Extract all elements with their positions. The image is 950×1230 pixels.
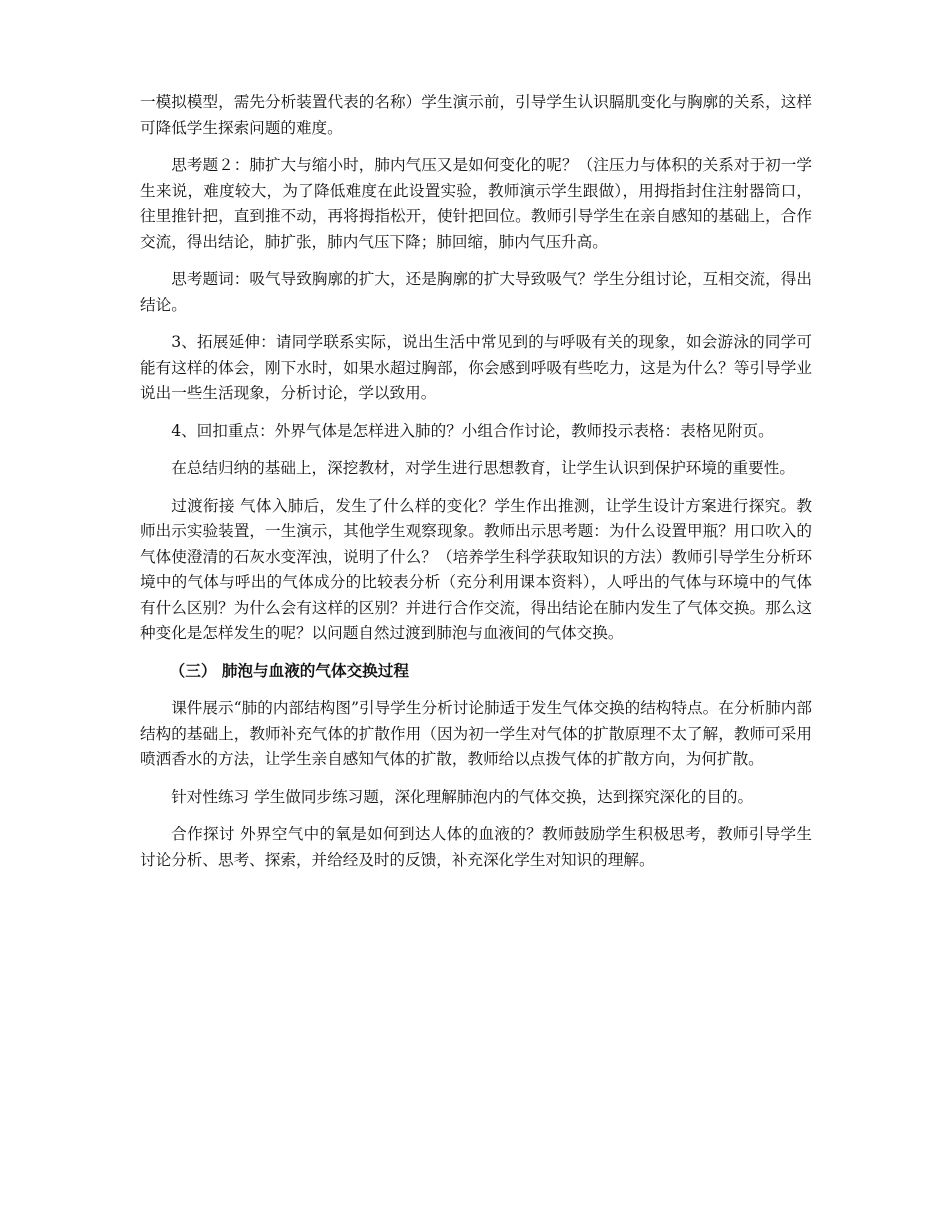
paragraph-summary: 在总结归纳的基础上，深挖教材，对学生进行思想教育，让学生认识到保护环境的重要性。	[171, 459, 795, 477]
paragraph-key-point: 4、回扣重点：外界气体是怎样进入肺的？小组合作讨论，教师投示表格：表格见附页。	[171, 421, 774, 440]
paragraph-continuation: 一模拟模型，需先分析装置代表的名称）学生演示前，引导学生认识膈肌变化与胸廓的关系，这样可降低学生探索问题的难度。	[140, 93, 812, 137]
section-heading: （三） 肺泡与血液的气体交换过程	[169, 661, 409, 680]
paragraph-transition: 过渡衔接 气体入肺后，发生了什么样的变化？学生作出推测，让学生设计方案进行探究。教师出示实验装置，一生演示，其他学生观察现象。教师出示思考题：为什么设置甲瓶？用口吹入的气体使澄清的石灰水变浑浊，说明了什么？（培养学生科学获取知识的方法）教师引导学生分析环境中的气体与呼出的气体成分的比较表分析（充分利用课本资料），人呼出的气体与环境中的气体有什么区别？为什么会有这样的区别？并进行合作交流，得出结论在肺内发生了气体交换。那么这种变化是怎样发生的呢？以问题自然过渡到肺泡与血液间的气体交换。	[140, 496, 812, 642]
document-page	[140, 90, 812, 885]
paragraph-cooperation: 合作探讨 外界空气中的氧是如何到达人体的血液的？教师鼓励学生积极思考，教师引导学生讨论分析、思考、探索，并给经及时的反馈，补充深化学生对知识的理解。	[140, 825, 812, 869]
paragraph-practice: 针对性练习 学生做同步练习题，深化理解肺泡内的气体交换，达到探究深化的目的。	[171, 787, 754, 806]
paragraph-extension: 3、拓展延伸：请同学联系实际，说出生活中常见到的与呼吸有关的现象，如会游泳的同学可能有这样的体会，刚下水时，如果水超过胸部，你会感到呼吸有些吃力，这是为什么？等引导学业说出一些生活现象，分析讨论，学以致用。	[140, 333, 812, 402]
paragraph-question-words: 思考题词：吸气导致胸廓的扩大，还是胸廓的扩大导致吸气？学生分组讨论，互相交流，得出结论。	[140, 270, 812, 314]
paragraph-courseware: 课件展示“肺的内部结构图”引导学生分析讨论肺适于发生气体交换的结构特点。在分析肺内部结构的基础上，教师补充气体的扩散作用（因为初一学生对气体的扩散原理不太了解，教师可采用喷洒香水的方法，让学生亲自感知气体的扩散，教师给以点拨气体的扩散方向，为何扩散。	[140, 699, 812, 768]
paragraph-question-2: 思考题２：肺扩大与缩小时，肺内气压又是如何变化的呢？（注压力与体积的关系对于初一学生来说，难度较大，为了降低难度在此设置实验，教师演示学生跟做），用拇指封住注射器筒口，往里推针把，直到推不动，再将拇指松开，使针把回位。教师引导学生在亲自感知的基础上，合作交流，得出结论，肺扩张，肺内气压下降；肺回缩，肺内气压升高。	[140, 156, 812, 251]
